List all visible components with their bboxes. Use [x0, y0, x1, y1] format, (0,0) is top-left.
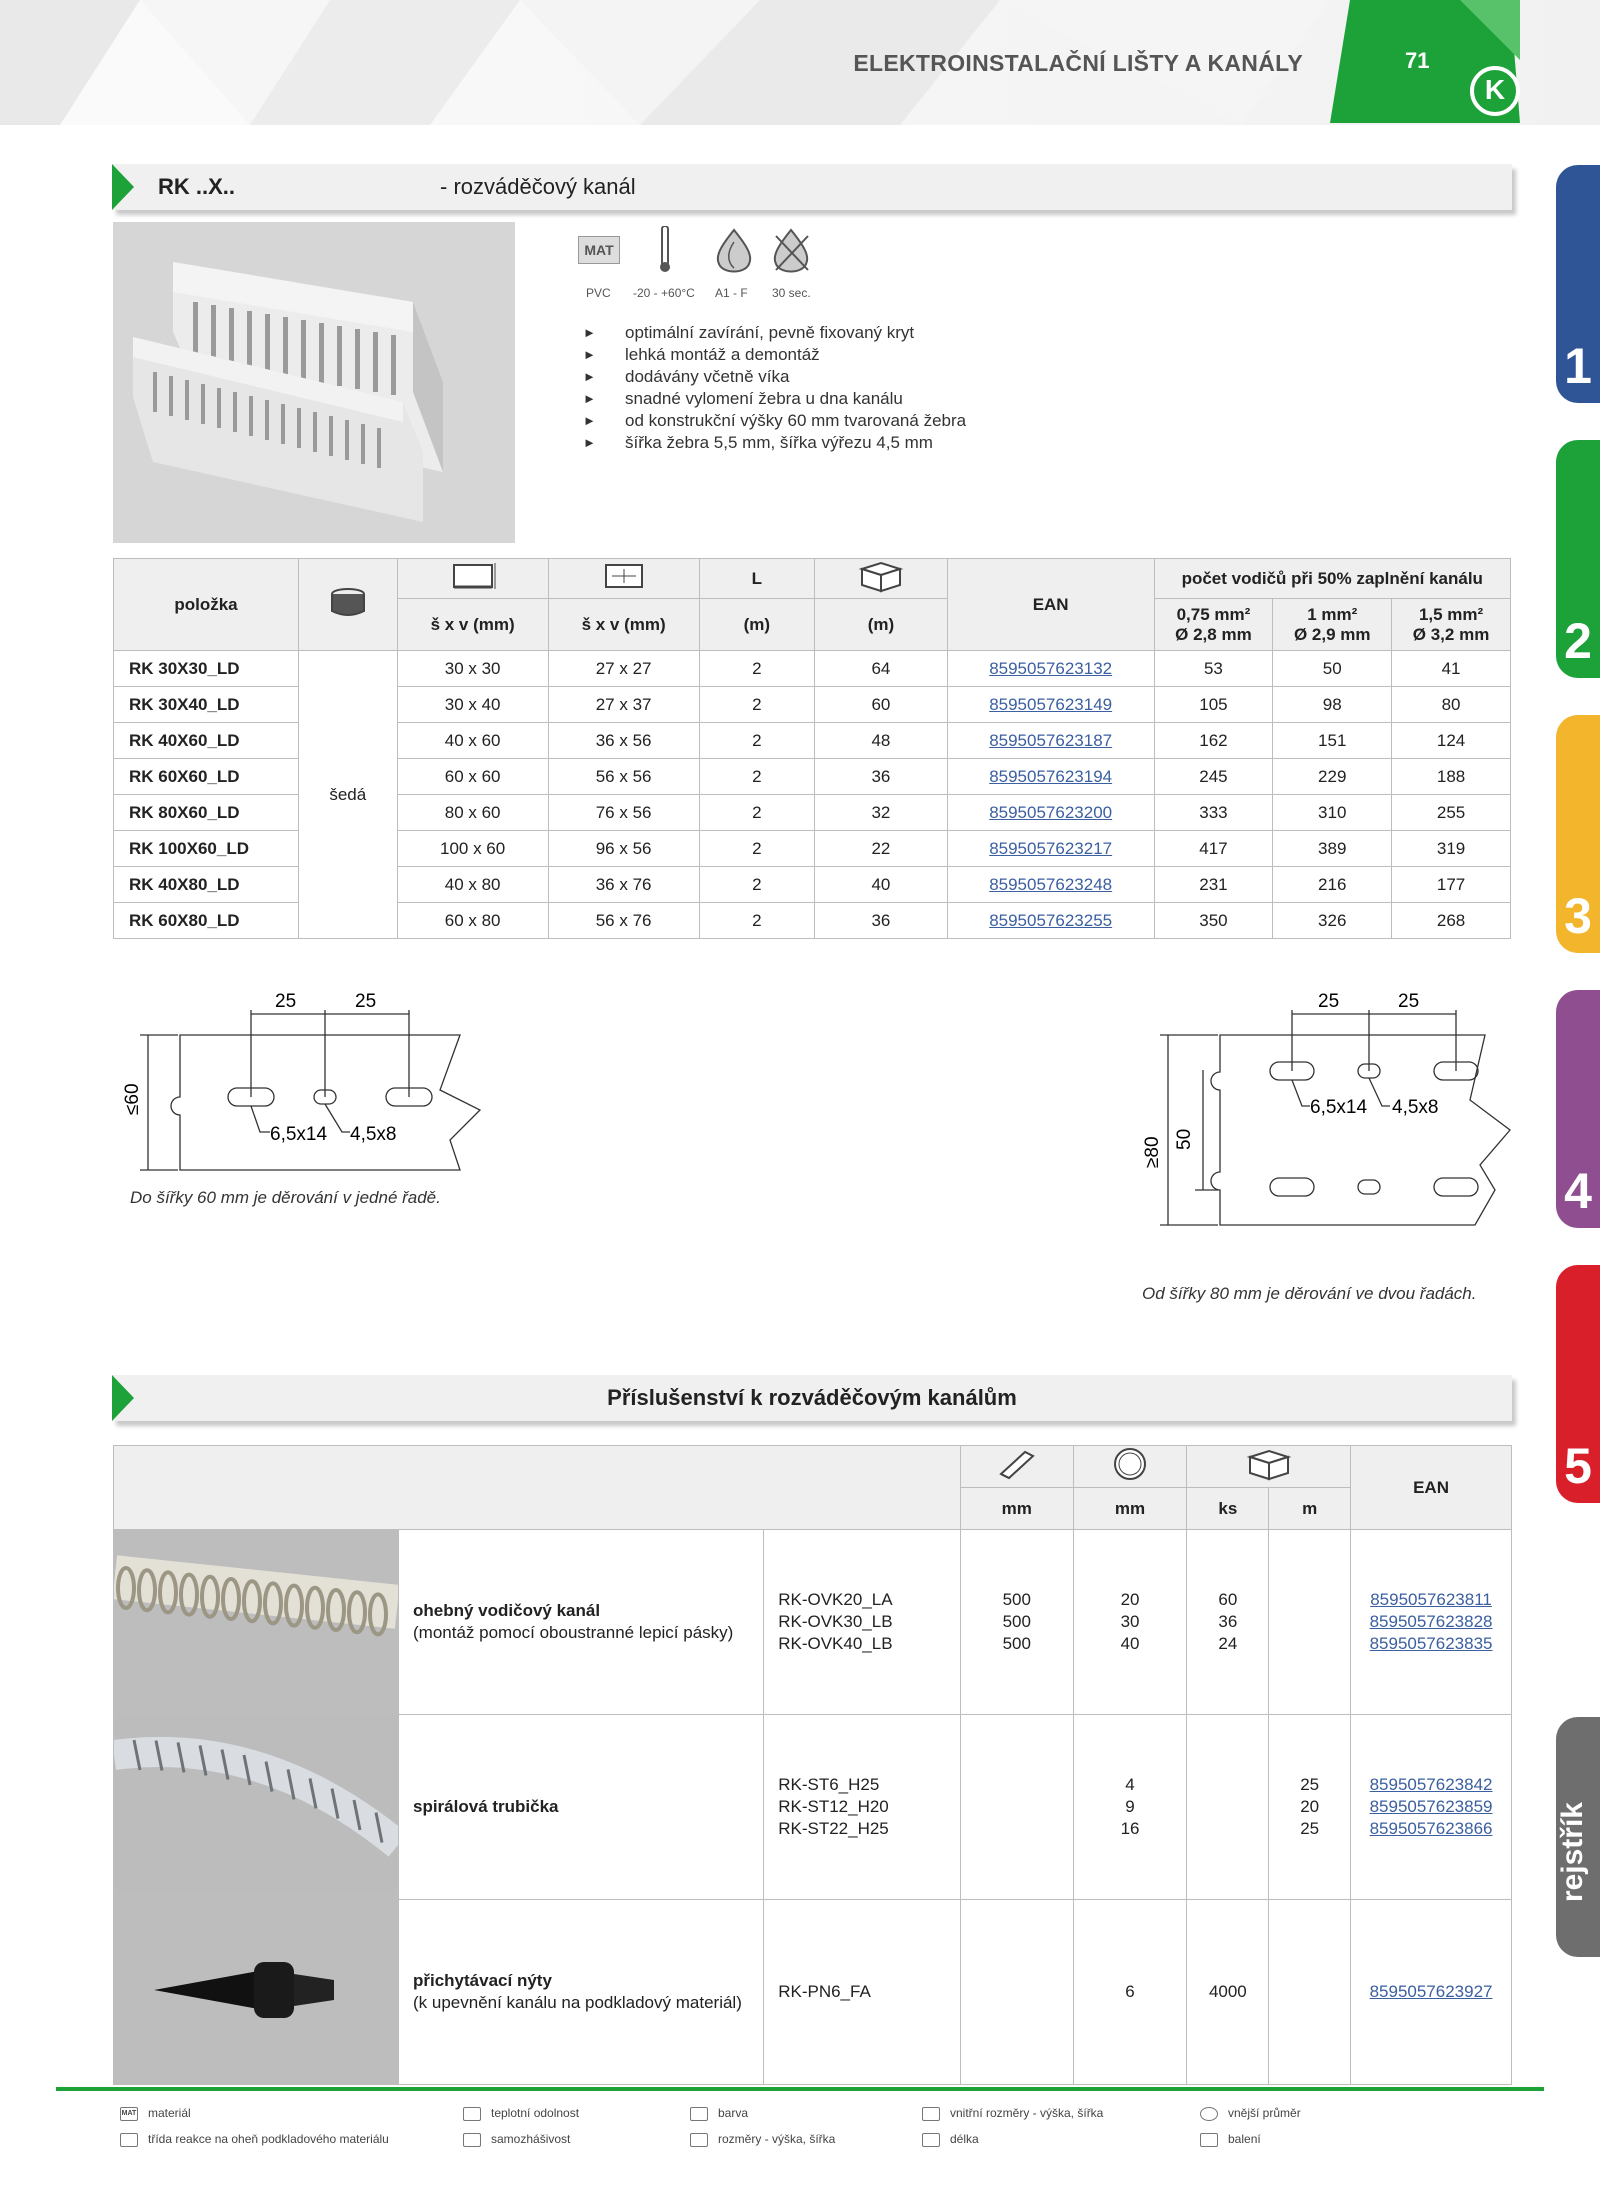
item-name: RK 60X60_LD: [114, 759, 299, 795]
hole-short-label: 4,5x8: [1392, 1097, 1439, 1118]
count-15-cell: 188: [1392, 759, 1511, 795]
item-name: RK 60X80_LD: [114, 903, 299, 939]
meters-cell: [1269, 1530, 1351, 1715]
count-075-cell: 231: [1154, 867, 1273, 903]
ean-link[interactable]: 8595057623187: [989, 730, 1113, 750]
meters-cell-value: 25: [1300, 1819, 1320, 1838]
diameter-cell: [1073, 1900, 1187, 2085]
legend-item: [120, 2132, 389, 2147]
count-075-cell: 350: [1154, 903, 1273, 939]
count-075-cell: 105: [1154, 687, 1273, 723]
ean-cell: [1351, 1530, 1512, 1715]
pieces-cell-value: 4000: [1208, 1982, 1247, 2001]
inner-dimension-icon: [548, 559, 699, 599]
ean-cell: [1351, 1715, 1512, 1900]
length-cell: 2: [699, 723, 815, 759]
legend-item: [463, 2106, 579, 2121]
drawing-caption: Od šířky 80 mm je děrování ve dvou řadách.: [1142, 1284, 1477, 1303]
spacing-label: 25: [1318, 991, 1340, 1012]
length-icon: [922, 2133, 940, 2147]
ean-link[interactable]: 8595057623200: [989, 802, 1113, 822]
ean-link[interactable]: 8595057623248: [989, 874, 1113, 894]
legend-label: samozhášivost: [491, 2132, 571, 2146]
header-ean: EAN: [947, 559, 1154, 651]
pack-cell: 60: [815, 687, 948, 723]
header-pack: (m): [815, 599, 948, 651]
drawing-single-row: [140, 1010, 480, 1170]
legend-item: [1200, 2106, 1301, 2121]
header-length-top: L: [699, 559, 815, 599]
product-table: [113, 558, 1511, 939]
thermometer-icon: [463, 2107, 481, 2121]
inner-dimension-icon: [922, 2107, 940, 2121]
color-icon: [690, 2107, 708, 2121]
feature-list: [583, 322, 966, 454]
length-cell: [960, 1900, 1073, 2085]
feature-item: ► snadné vylomení žebra u dna kanálu: [583, 388, 966, 410]
pieces-cell: [1187, 1900, 1269, 2085]
item-name: RK 80X60_LD: [114, 795, 299, 831]
mat-icon: MAT: [120, 2107, 138, 2121]
diameter-cell: [1073, 1530, 1187, 1715]
accessory-note: (k upevnění kanálu na podkladový materiál): [413, 1993, 742, 2012]
count-075-cell: 162: [1154, 723, 1273, 759]
header-unit: mm: [960, 1488, 1073, 1530]
accessory-codes-value: RK-OVK40_LB: [778, 1634, 893, 1653]
count-1-cell: 229: [1273, 759, 1392, 795]
inner-dimension-cell: 56 x 56: [548, 759, 699, 795]
header-c2: 1 mm² Ø 2,9 mm: [1273, 599, 1392, 651]
accessory-row: [114, 1715, 1512, 1900]
legend-label: třída reakce na oheň podkladového materiálu: [148, 2132, 389, 2146]
feature-item: ► lehká montáž a demontáž: [583, 344, 966, 366]
count-075-cell: 333: [1154, 795, 1273, 831]
side-tab-label: 2: [1564, 613, 1592, 669]
inner-dimension-cell: 96 x 56: [548, 831, 699, 867]
header-conductors: počet vodičů při 50% zaplnění kanálu: [1154, 559, 1510, 599]
count-1-cell: 310: [1273, 795, 1392, 831]
accessory-photo: [114, 1530, 399, 1715]
outer-dimension-cell: 80 x 60: [397, 795, 548, 831]
ean-link[interactable]: 8595057623859: [1369, 1797, 1493, 1816]
outer-dimension-cell: 40 x 80: [397, 867, 548, 903]
product-photo: [113, 222, 515, 543]
accessory-row: [114, 1530, 1512, 1715]
length-cell: 2: [699, 687, 815, 723]
count-1-cell: 216: [1273, 867, 1392, 903]
legend-label: vnější průměr: [1228, 2106, 1301, 2120]
ean-cell: [947, 903, 1154, 939]
length-cell: 2: [699, 867, 815, 903]
product-code: RK ..X..: [158, 174, 236, 199]
accessory-row: [114, 1900, 1512, 2085]
pieces-cell-value: 60: [1218, 1590, 1238, 1609]
side-tab-5[interactable]: [1556, 1265, 1600, 1503]
header-ean: EAN: [1351, 1446, 1512, 1530]
accessory-name: spirálová trubička: [413, 1797, 559, 1816]
header-c3: 1,5 mm² Ø 3,2 mm: [1392, 599, 1511, 651]
spacing-label: 25: [1398, 991, 1420, 1012]
mat-icon: MAT: [578, 236, 620, 264]
accessory-codes-value: RK-OVK20_LA: [778, 1590, 893, 1609]
legend-label: balení: [1228, 2132, 1261, 2146]
length-cell: [960, 1530, 1073, 1715]
drawing-caption: Do šířky 60 mm je děrování v jedné řadě.: [130, 1188, 441, 1207]
header-unit: m: [1269, 1488, 1351, 1530]
header-dim-outer: š x v (mm): [397, 599, 548, 651]
ean-link[interactable]: 8595057623149: [989, 694, 1113, 714]
count-15-cell: 268: [1392, 903, 1511, 939]
color-value: šedá: [298, 651, 397, 939]
outer-dimension-icon: [397, 559, 548, 599]
header-blank: [114, 1446, 961, 1530]
count-1-cell: 151: [1273, 723, 1392, 759]
outer-dimension-cell: 30 x 40: [397, 687, 548, 723]
pack-cell: 64: [815, 651, 948, 687]
accessory-description: [399, 1530, 764, 1715]
inner-dimension-cell: 56 x 76: [548, 903, 699, 939]
fire-class-value: A1 - F: [715, 286, 748, 300]
length-cell: 2: [699, 795, 815, 831]
page-number: 71: [1405, 48, 1430, 73]
accessory-codes: [764, 1715, 961, 1900]
pieces-cell: [1187, 1715, 1269, 1900]
ean-cell: [947, 831, 1154, 867]
hole-long-label: 6,5x14: [270, 1124, 328, 1145]
length-cell: 2: [699, 831, 815, 867]
spacing-label: 25: [355, 991, 377, 1012]
ean-link[interactable]: 8595057623866: [1369, 1819, 1493, 1838]
self-extinguish-icon: [770, 228, 812, 274]
ean-cell: [947, 759, 1154, 795]
legend-label: rozměry - výška, šířka: [718, 2132, 836, 2146]
outer-dimension-cell: 30 x 30: [397, 651, 548, 687]
color-icon: [298, 559, 397, 651]
brand-logo: K: [1470, 66, 1520, 116]
height-label: ≥80: [1142, 1136, 1163, 1168]
outer-dimension-cell: 40 x 60: [397, 723, 548, 759]
outer-dimension-cell: 100 x 60: [397, 831, 548, 867]
count-15-cell: 255: [1392, 795, 1511, 831]
property-icons: [578, 226, 838, 306]
length-cell-value: 500: [1002, 1634, 1031, 1653]
length-cell-value: 500: [1002, 1612, 1031, 1631]
accessory-codes-value: RK-PN6_FA: [778, 1982, 871, 2001]
meters-cell-value: 25: [1300, 1775, 1320, 1794]
package-icon: [1187, 1446, 1351, 1488]
ean-cell: [947, 723, 1154, 759]
accessory-codes-value: RK-ST22_H25: [778, 1819, 889, 1838]
count-1-cell: 389: [1273, 831, 1392, 867]
item-name: RK 40X60_LD: [114, 723, 299, 759]
pieces-cell-value: 24: [1218, 1634, 1238, 1653]
pack-cell: 48: [815, 723, 948, 759]
header-item: položka: [114, 559, 299, 651]
count-1-cell: 326: [1273, 903, 1392, 939]
diameter-cell-value: 16: [1120, 1819, 1140, 1838]
legend-item: [1200, 2132, 1261, 2147]
legend-label: teplotní odolnost: [491, 2106, 580, 2120]
flame-icon: [120, 2133, 138, 2147]
package-icon: [1200, 2133, 1218, 2147]
side-tab-label: 5: [1564, 1438, 1592, 1494]
ean-link[interactable]: 8595057623132: [989, 658, 1113, 678]
item-name: RK 40X80_LD: [114, 867, 299, 903]
feature-item: ► od konstrukční výšky 60 mm tvarovaná žebra: [583, 410, 966, 432]
ean-link[interactable]: 8595057623828: [1369, 1612, 1493, 1631]
inner-dimension-cell: 27 x 27: [548, 651, 699, 687]
pieces-cell-value: 36: [1218, 1612, 1238, 1631]
height-label: 50: [1174, 1128, 1195, 1150]
header-dim-inner: š x v (mm): [548, 599, 699, 651]
count-15-cell: 319: [1392, 831, 1511, 867]
accessory-codes: [764, 1900, 961, 2085]
meters-cell-value: 20: [1300, 1797, 1320, 1816]
material-value: PVC: [586, 286, 611, 300]
ean-link[interactable]: 8595057623194: [989, 766, 1113, 786]
ean-cell: [1351, 1900, 1512, 2085]
header-length: (m): [699, 599, 815, 651]
diameter-cell-value: 40: [1120, 1634, 1140, 1653]
ean-link[interactable]: 8595057623255: [989, 910, 1113, 930]
accessory-name: přichytávací nýty: [413, 1971, 552, 1990]
package-icon: [815, 559, 948, 599]
legend-item: [690, 2132, 835, 2147]
accessory-codes-value: RK-ST12_H20: [778, 1797, 889, 1816]
inner-dimension-cell: 36 x 56: [548, 723, 699, 759]
diameter-cell-value: 4: [1125, 1775, 1135, 1794]
inner-dimension-cell: 76 x 56: [548, 795, 699, 831]
length-cell: 2: [699, 759, 815, 795]
pack-cell: 32: [815, 795, 948, 831]
feature-item: ► optimální zavírání, pevně fixovaný kryt: [583, 322, 966, 344]
hole-long-label: 6,5x14: [1310, 1097, 1368, 1118]
side-tab-label: 3: [1564, 888, 1592, 944]
diameter-cell: [1073, 1715, 1187, 1900]
hole-short-label: 4,5x8: [350, 1124, 397, 1145]
side-tab-4[interactable]: [1556, 990, 1600, 1228]
footer-line: [56, 2087, 1544, 2091]
legend-label: délka: [950, 2132, 979, 2146]
legend-label: materiál: [148, 2106, 191, 2120]
count-1-cell: 50: [1273, 651, 1392, 687]
accessory-name: ohebný vodičový kanál: [413, 1601, 601, 1620]
flame-icon: [713, 228, 755, 274]
accessory-codes-value: RK-OVK30_LB: [778, 1612, 893, 1631]
meters-cell: [1269, 1715, 1351, 1900]
height-label: ≤60: [122, 1083, 143, 1115]
diameter-cell-value: 20: [1120, 1590, 1140, 1609]
section-header-bar: [112, 164, 1512, 210]
count-075-cell: 53: [1154, 651, 1273, 687]
item-name: RK 30X30_LD: [114, 651, 299, 687]
accessory-photo: [114, 1900, 399, 2085]
inner-dimension-cell: 27 x 37: [548, 687, 699, 723]
length-cell-value: 500: [1002, 1590, 1031, 1609]
legend-label: vnitřní rozměry - výška, šířka: [950, 2106, 1104, 2120]
accessory-codes-value: RK-ST6_H25: [778, 1775, 880, 1794]
perforation-drawings: [110, 990, 1540, 1290]
ean-cell: [947, 687, 1154, 723]
section-title: Příslušenství k rozváděčovým kanálům: [607, 1385, 1017, 1410]
outer-dimension-cell: 60 x 80: [397, 903, 548, 939]
ean-cell: [947, 651, 1154, 687]
count-15-cell: 124: [1392, 723, 1511, 759]
header-unit: ks: [1187, 1488, 1269, 1530]
side-tab-1[interactable]: [1556, 165, 1600, 403]
count-1-cell: 98: [1273, 687, 1392, 723]
length-cell: 2: [699, 903, 815, 939]
outer-diameter-icon: [1200, 2107, 1218, 2121]
count-075-cell: 417: [1154, 831, 1273, 867]
legend-label: barva: [718, 2106, 749, 2120]
pack-cell: 36: [815, 759, 948, 795]
pack-cell: 40: [815, 867, 948, 903]
inner-dimension-cell: 36 x 76: [548, 867, 699, 903]
side-tab-label: rejstřík: [1556, 1801, 1589, 1902]
temperature-value: -20 - +60°C: [633, 286, 695, 300]
count-15-cell: 80: [1392, 687, 1511, 723]
legend-item: [690, 2106, 748, 2121]
diameter-cell-value: 30: [1120, 1612, 1140, 1631]
ean-cell: [947, 795, 1154, 831]
header-title: ELEKTROINSTALAČNÍ LIŠTY A KANÁLY: [853, 50, 1303, 76]
pack-cell: 22: [815, 831, 948, 867]
outer-diameter-icon: [1073, 1446, 1187, 1488]
side-tab-label: 4: [1564, 1163, 1592, 1219]
spacing-label: 25: [275, 991, 297, 1012]
self-extinguish-icon: [463, 2133, 481, 2147]
ean-cell: [947, 867, 1154, 903]
meters-cell: [1269, 1900, 1351, 2085]
extinguish-value: 30 sec.: [772, 286, 811, 300]
legend-item: [463, 2132, 570, 2147]
pack-cell: 36: [815, 903, 948, 939]
header-c1: 0,75 mm² Ø 2,8 mm: [1154, 599, 1273, 651]
diameter-cell-value: 9: [1125, 1797, 1135, 1816]
feature-item: ► šířka žebra 5,5 mm, šířka výřezu 4,5 mm: [583, 432, 966, 454]
item-name: RK 100X60_LD: [114, 831, 299, 867]
accessory-description: [399, 1715, 764, 1900]
thermometer-icon: [658, 226, 672, 274]
ean-link[interactable]: 8595057623217: [989, 838, 1113, 858]
accessory-description: [399, 1900, 764, 2085]
pieces-cell: [1187, 1530, 1269, 1715]
product-name: - rozváděčový kanál: [440, 174, 636, 199]
accessory-photo: [114, 1715, 399, 1900]
ean-link[interactable]: 8595057623835: [1369, 1634, 1493, 1653]
side-tab-2[interactable]: [1556, 440, 1600, 678]
side-tab-label: 1: [1564, 338, 1592, 394]
length-icon: [960, 1446, 1073, 1488]
diameter-cell-value: 6: [1125, 1982, 1135, 2001]
side-tab-3[interactable]: [1556, 715, 1600, 953]
feature-item: ► dodávány včetně víka: [583, 366, 966, 388]
count-15-cell: 41: [1392, 651, 1511, 687]
dimension-icon: [690, 2133, 708, 2147]
length-cell: 2: [699, 651, 815, 687]
table-row: [114, 651, 1511, 687]
side-tab-6[interactable]: [1556, 1717, 1600, 1957]
accessories-table: [113, 1445, 1512, 2085]
count-15-cell: 177: [1392, 867, 1511, 903]
accessory-codes: [764, 1530, 961, 1715]
ean-link[interactable]: 8595057623811: [1370, 1590, 1492, 1609]
outer-dimension-cell: 60 x 60: [397, 759, 548, 795]
length-cell: [960, 1715, 1073, 1900]
item-name: RK 30X40_LD: [114, 687, 299, 723]
ean-link[interactable]: 8595057623842: [1369, 1775, 1493, 1794]
accessory-note: (montáž pomocí oboustranné lepicí pásky): [413, 1623, 734, 1642]
count-075-cell: 245: [1154, 759, 1273, 795]
header-unit: mm: [1073, 1488, 1187, 1530]
ean-link[interactable]: 8595057623927: [1369, 1982, 1493, 2001]
legend-item: [120, 2106, 191, 2121]
legend-item: [922, 2106, 1103, 2121]
legend-item: [922, 2132, 979, 2147]
